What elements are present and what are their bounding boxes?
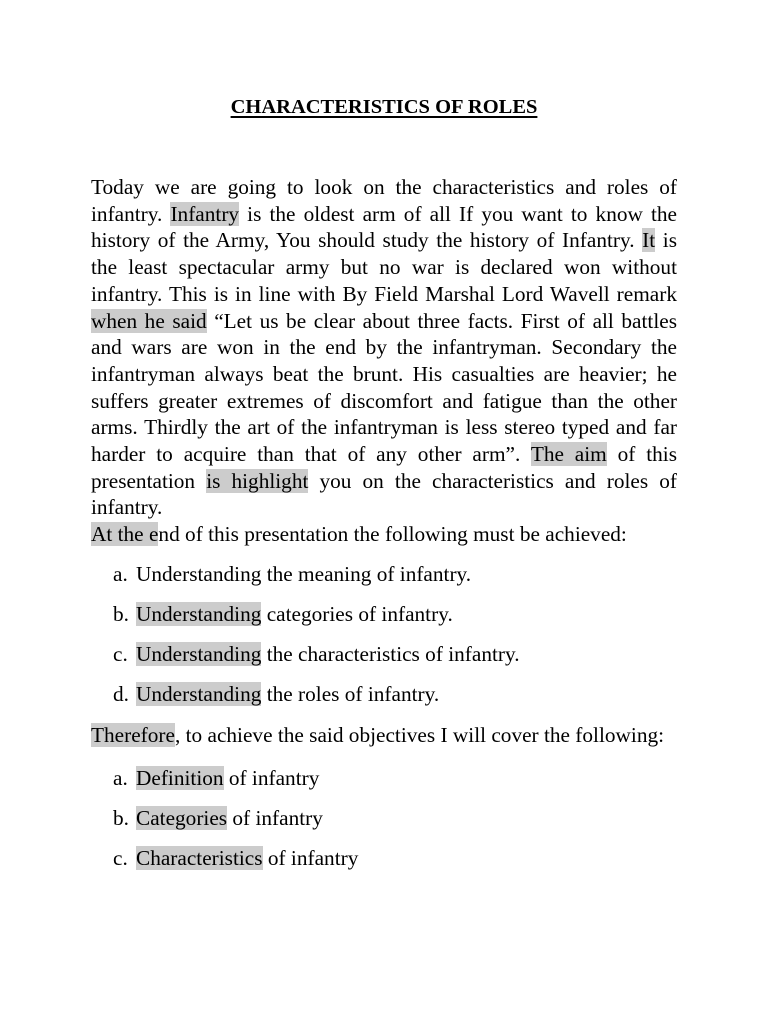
document-title-text: CHARACTERISTICS OF ROLES bbox=[230, 96, 538, 118]
coverage-list bbox=[91, 765, 677, 872]
intro-text: “Let us be clear about three facts. First of all battles and wars are won in the end by the infantryman. Secondary the infantryman always beat the brunt. His casualties are heavier; he suffers greater extremes of discomfort and fatigue than the other arms. Thirdly the art of the infantryman is less stereo typed and far harder to acquire than that of any other arm”. bbox=[91, 308, 677, 467]
intro-text: you on the characteristics and roles of infantry. bbox=[91, 468, 677, 520]
highlighted-text: At the e bbox=[91, 522, 159, 547]
highlighted-text: is highlight bbox=[206, 468, 309, 493]
highlighted-text: Infantry bbox=[170, 201, 240, 226]
list-item bbox=[91, 601, 677, 628]
list-marker: b. bbox=[113, 602, 129, 627]
aim-text: nd of this presentation the following must be achieved: bbox=[158, 522, 627, 547]
transition-paragraph bbox=[91, 715, 677, 755]
highlighted-text: when he said bbox=[91, 308, 207, 333]
list-marker: d. bbox=[113, 682, 129, 707]
intro-paragraph bbox=[91, 174, 677, 521]
objectives-list bbox=[91, 561, 677, 708]
intro-text: is the least spectacular army but no war is declared won without infantry. This is in line with By Field Marshal Lord Wavell remark bbox=[91, 228, 677, 306]
list-item bbox=[91, 765, 677, 792]
list-item bbox=[91, 805, 677, 832]
list-marker: c. bbox=[113, 846, 128, 871]
highlighted-text: Understanding bbox=[136, 642, 262, 667]
list-marker: a. bbox=[113, 561, 128, 586]
list-item bbox=[91, 561, 677, 588]
list-item-text: the characteristics of infantry. bbox=[261, 642, 520, 667]
list-item-text: of infantry bbox=[223, 765, 320, 790]
list-item bbox=[91, 641, 677, 668]
intro-text: of this presentation bbox=[91, 442, 677, 493]
highlighted-text: Definition bbox=[136, 765, 224, 790]
highlighted-text: Therefore bbox=[91, 722, 175, 747]
highlighted-text: Understanding bbox=[136, 602, 262, 627]
list-marker: c. bbox=[113, 642, 128, 667]
transition-text: , to achieve the said objectives I will cover the following: bbox=[174, 722, 665, 747]
list-marker: b. bbox=[113, 805, 129, 830]
highlighted-text: Understanding bbox=[136, 682, 262, 707]
intro-text: is the oldest arm of all If you want to know the history of the Army, You should study the history of Infantry. bbox=[91, 201, 677, 253]
highlighted-text: It bbox=[642, 228, 656, 253]
list-item-text: Understanding the meaning of infantry. bbox=[136, 561, 472, 586]
list-item-text: categories of infantry. bbox=[261, 602, 453, 627]
list-item bbox=[91, 681, 677, 708]
highlighted-text: Categories bbox=[136, 805, 228, 830]
highlighted-text: Characteristics bbox=[136, 846, 263, 871]
list-item-text: the roles of infantry. bbox=[261, 682, 440, 707]
document-title bbox=[0, 94, 768, 121]
intro-text: Today we are going to look on the characteristics and roles of infantry. bbox=[91, 175, 677, 226]
list-marker: a. bbox=[113, 765, 128, 790]
aim-paragraph bbox=[91, 521, 677, 548]
highlighted-text: The aim bbox=[530, 442, 607, 467]
list-item-text: of infantry bbox=[227, 805, 323, 830]
document-body bbox=[91, 174, 677, 885]
list-item-text: of infantry bbox=[262, 846, 359, 871]
list-item bbox=[91, 845, 677, 872]
